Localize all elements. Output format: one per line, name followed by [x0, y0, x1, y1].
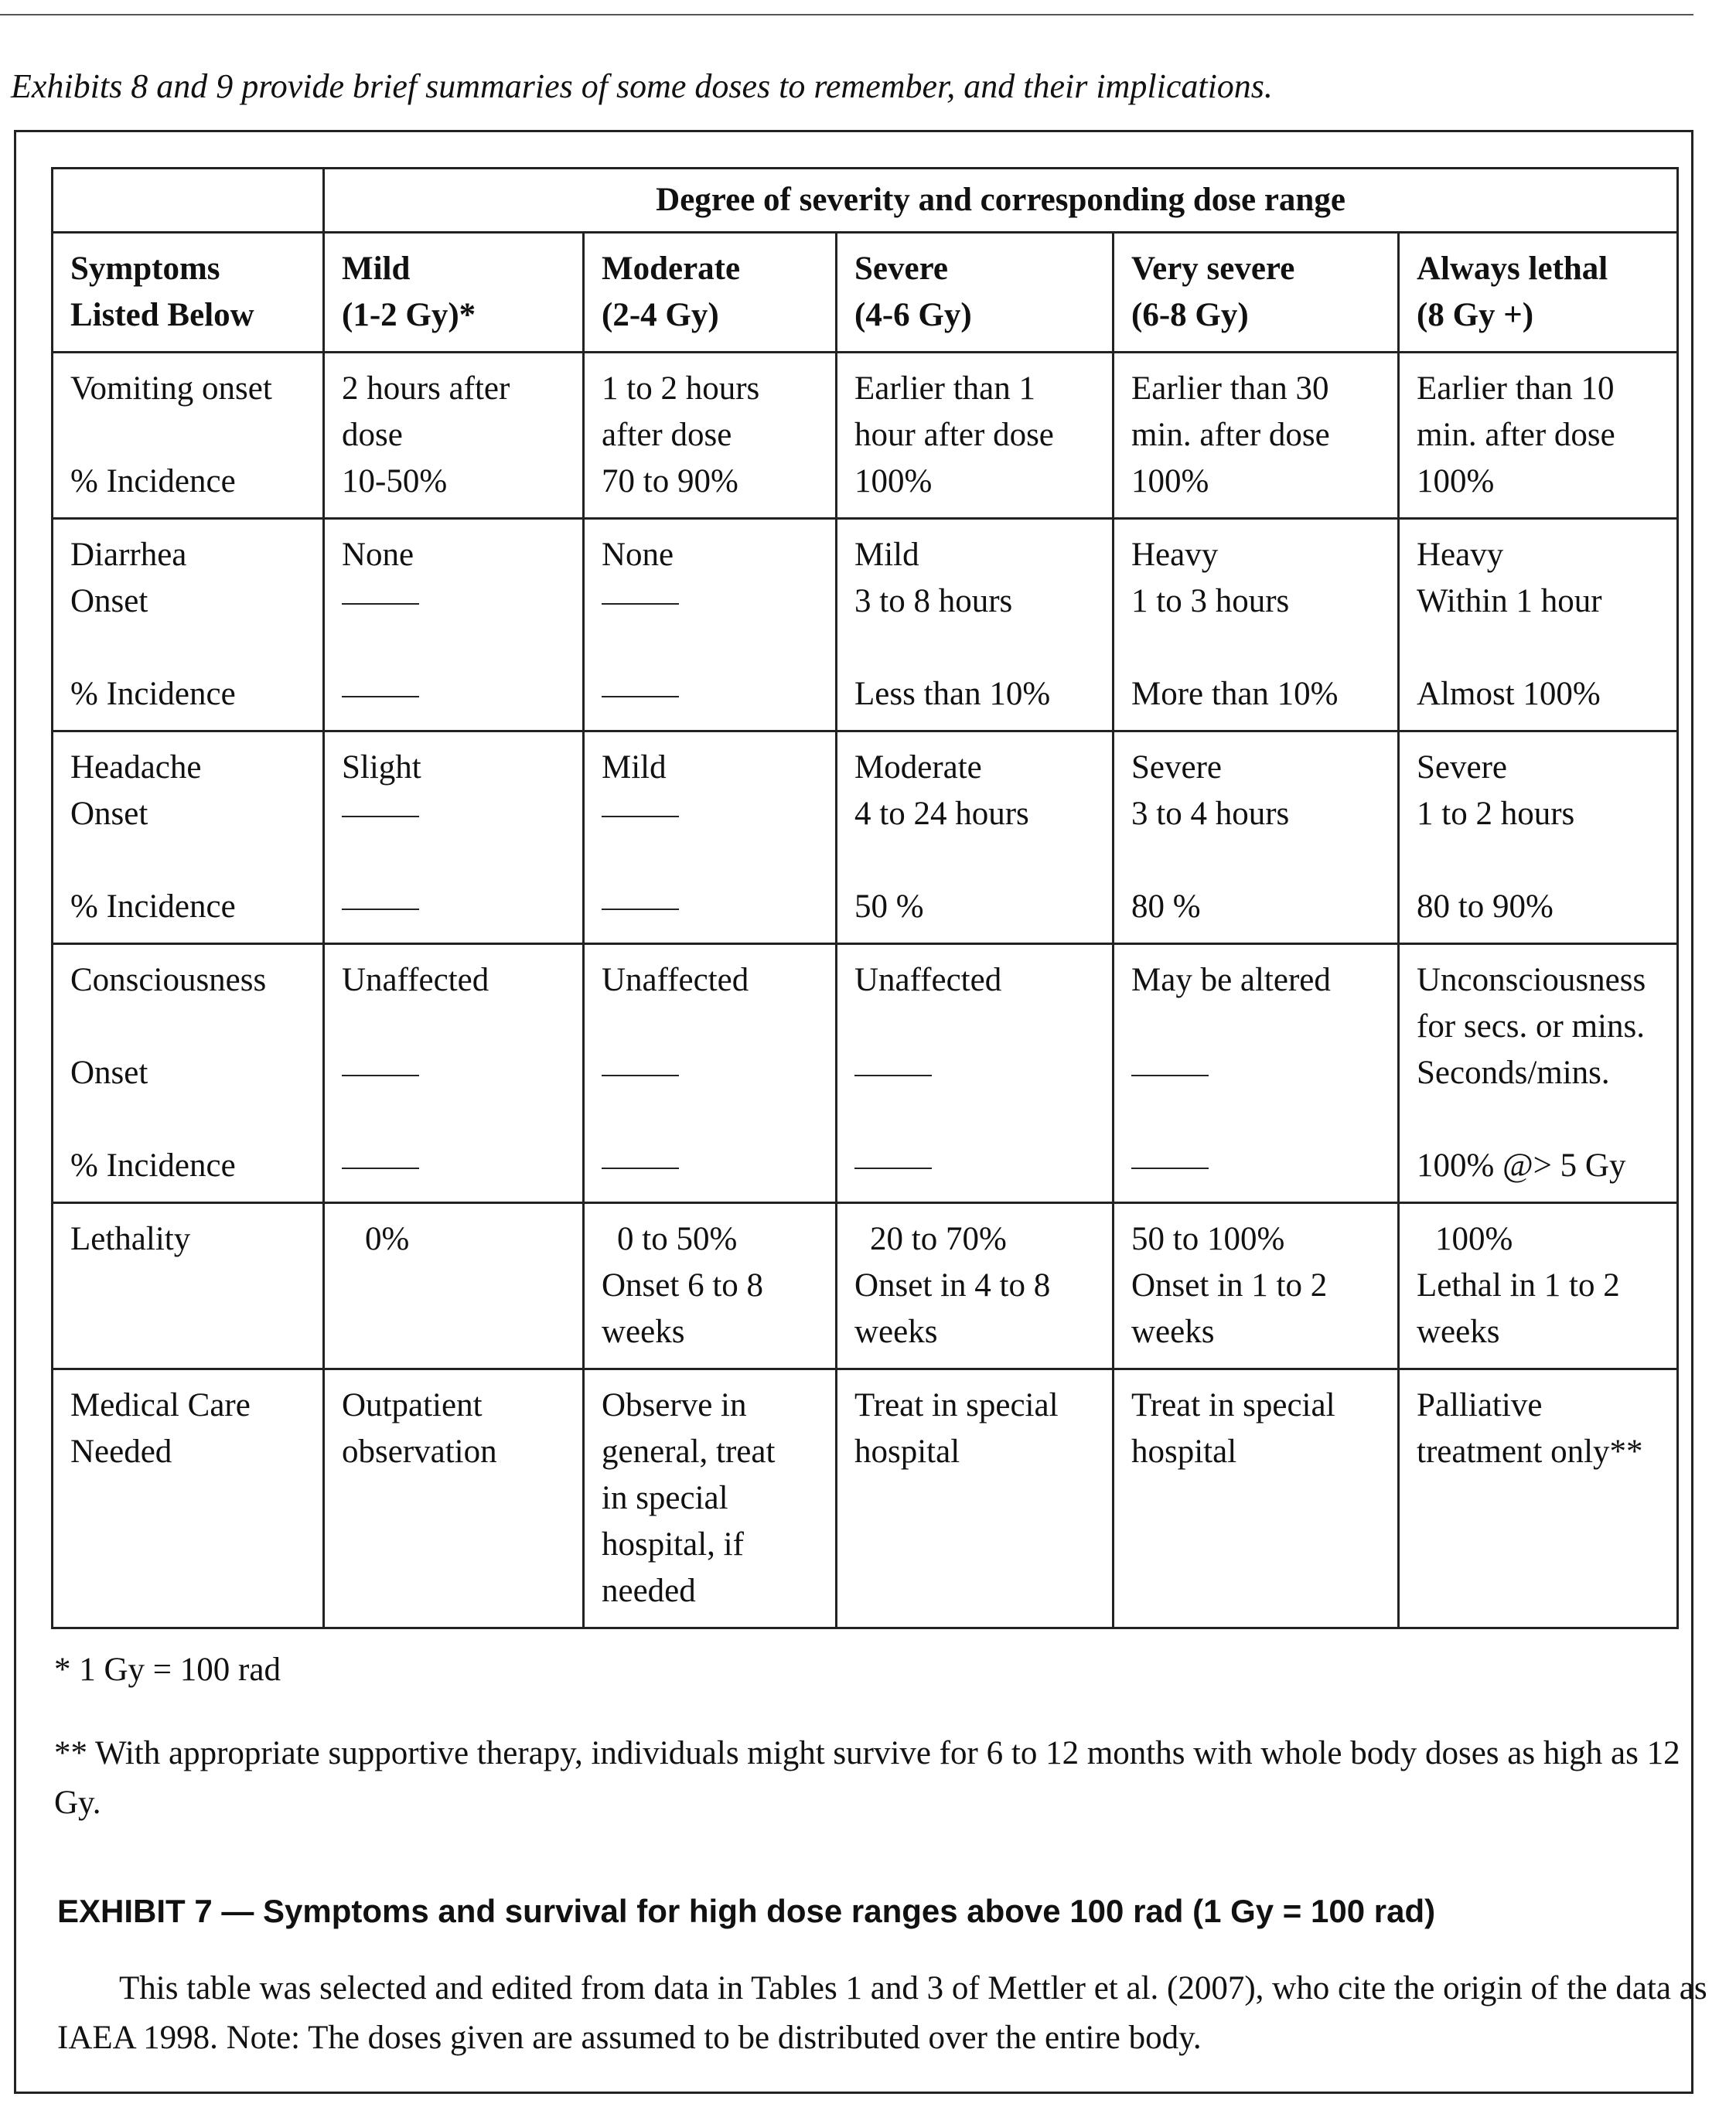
- dash-mark: [602, 603, 679, 605]
- exhibit-title: EXHIBIT 7 — Symptoms and survival for high dose ranges above 100 rad (1 Gy = 100 rad): [57, 1893, 1436, 1929]
- cell-diarrhea-moderate: None: [584, 519, 837, 731]
- table-row-diarrhea: [53, 519, 1678, 731]
- dash-mark: [602, 816, 679, 817]
- dash-mark: [602, 1075, 679, 1076]
- table-row-lethality: [53, 1203, 1678, 1369]
- cell-lethality-very-severe: 50 to 100% Onset in 1 to 2 weeks: [1114, 1203, 1399, 1369]
- row-label-consciousness: Consciousness Onset % Incidence: [53, 944, 324, 1203]
- cell-lethality-severe: 20 to 70% Onset in 4 to 8 weeks: [837, 1203, 1114, 1369]
- cell-headache-severe: Moderate 4 to 24 hours 50 %: [837, 731, 1114, 944]
- cell-lethality-lethal: 100% Lethal in 1 to 2 weeks: [1399, 1203, 1678, 1369]
- cell-medical-severe: Treat in special hospital: [837, 1369, 1114, 1628]
- row-label-diarrhea: Diarrhea Onset % Incidence: [53, 519, 324, 731]
- column-header-severe: Severe (4-6 Gy): [837, 233, 1114, 353]
- row-label-lethality: Lethality: [53, 1203, 324, 1369]
- dash-mark: [1131, 1075, 1209, 1076]
- cell-consciousness-mild: Unaffected: [324, 944, 584, 1203]
- cell-vomiting-mild: 2 hours after dose 10-50%: [324, 353, 584, 519]
- cell-consciousness-severe: Unaffected: [837, 944, 1114, 1203]
- dash-mark: [342, 909, 419, 910]
- exhibit-caption: This table was selected and edited from data in Tables 1 and 3 of Mettler et al. (2007), who cite the origin of the data as IAEA 1998. Note: The doses given are assumed to be distributed over the entire body.: [57, 1970, 1707, 2056]
- dash-mark: [1131, 1168, 1209, 1169]
- cell-lethality-moderate: 0 to 50% Onset 6 to 8 weeks: [584, 1203, 837, 1369]
- cell-medical-lethal: Palliative treatment only**: [1399, 1369, 1678, 1628]
- dash-mark: [342, 1168, 419, 1169]
- row-label-medical-care: Medical Care Needed: [53, 1369, 324, 1628]
- column-header-always-lethal: Always lethal (8 Gy +): [1399, 233, 1678, 353]
- cell-medical-moderate: Observe in general, treat in special hospital, if needed: [584, 1369, 837, 1628]
- cell-headache-very-severe: Severe 3 to 4 hours 80 %: [1114, 731, 1399, 944]
- cell-vomiting-lethal: Earlier than 10 min. after dose 100%: [1399, 353, 1678, 519]
- dash-mark: [602, 1168, 679, 1169]
- cell-consciousness-very-severe: May be altered: [1114, 944, 1399, 1203]
- band-header-row: [53, 169, 1678, 233]
- column-header-very-severe: Very severe (6-8 Gy): [1114, 233, 1399, 353]
- cell-vomiting-severe: Earlier than 1 hour after dose 100%: [837, 353, 1114, 519]
- cell-diarrhea-severe: Mild 3 to 8 hours Less than 10%: [837, 519, 1114, 731]
- table-row-headache: [53, 731, 1678, 944]
- band-header: Degree of severity and corresponding dose range: [324, 169, 1678, 233]
- column-header-moderate: Moderate (2-4 Gy): [584, 233, 837, 353]
- table-row-vomiting: [53, 353, 1678, 519]
- column-header-row: [53, 233, 1678, 353]
- cell-diarrhea-very-severe: Heavy 1 to 3 hours More than 10%: [1114, 519, 1399, 731]
- dash-mark: [342, 603, 419, 605]
- cell-lethality-mild: 0%: [324, 1203, 584, 1369]
- cell-vomiting-very-severe: Earlier than 30 min. after dose 100%: [1114, 353, 1399, 519]
- dash-mark: [342, 696, 419, 697]
- table-row-consciousness: [53, 944, 1678, 1203]
- cell-medical-mild: Outpatient observation: [324, 1369, 584, 1628]
- cell-consciousness-moderate: Unaffected: [584, 944, 837, 1203]
- intro-text: Exhibits 8 and 9 provide brief summaries of some doses to remember, and their implications.: [11, 67, 1273, 105]
- cell-headache-moderate: Mild: [584, 731, 837, 944]
- cell-medical-very-severe: Treat in special hospital: [1114, 1369, 1399, 1628]
- row-label-vomiting: Vomiting onset % Incidence: [53, 353, 324, 519]
- column-header-symptoms: Symptoms Listed Below: [53, 233, 324, 353]
- cell-consciousness-lethal: Unconsciousness for secs. or mins. Seconds/mins. 100% @> 5 Gy: [1399, 944, 1678, 1203]
- cell-diarrhea-lethal: Heavy Within 1 hour Almost 100%: [1399, 519, 1678, 731]
- column-header-mild: Mild (1-2 Gy)*: [324, 233, 584, 353]
- dash-mark: [342, 816, 419, 817]
- top-rule: [0, 14, 1693, 15]
- table-row-medical-care: [53, 1369, 1678, 1628]
- corner-cell: [53, 169, 324, 233]
- dose-severity-table: [51, 167, 1679, 1629]
- footnote-supportive-therapy: ** With appropriate supportive therapy, individuals might survive for 6 to 12 months with whole body doses as high as 12 Gy.: [54, 1735, 1680, 1821]
- dash-mark: [854, 1168, 932, 1169]
- cell-headache-mild: Slight: [324, 731, 584, 944]
- dash-mark: [854, 1075, 932, 1076]
- dash-mark: [602, 909, 679, 910]
- cell-vomiting-moderate: 1 to 2 hours after dose 70 to 90%: [584, 353, 837, 519]
- dash-mark: [602, 696, 679, 697]
- row-label-headache: Headache Onset % Incidence: [53, 731, 324, 944]
- cell-diarrhea-mild: None: [324, 519, 584, 731]
- dash-mark: [342, 1075, 419, 1076]
- footnote-gy-conversion: * 1 Gy = 100 rad: [54, 1652, 281, 1688]
- cell-headache-lethal: Severe 1 to 2 hours 80 to 90%: [1399, 731, 1678, 944]
